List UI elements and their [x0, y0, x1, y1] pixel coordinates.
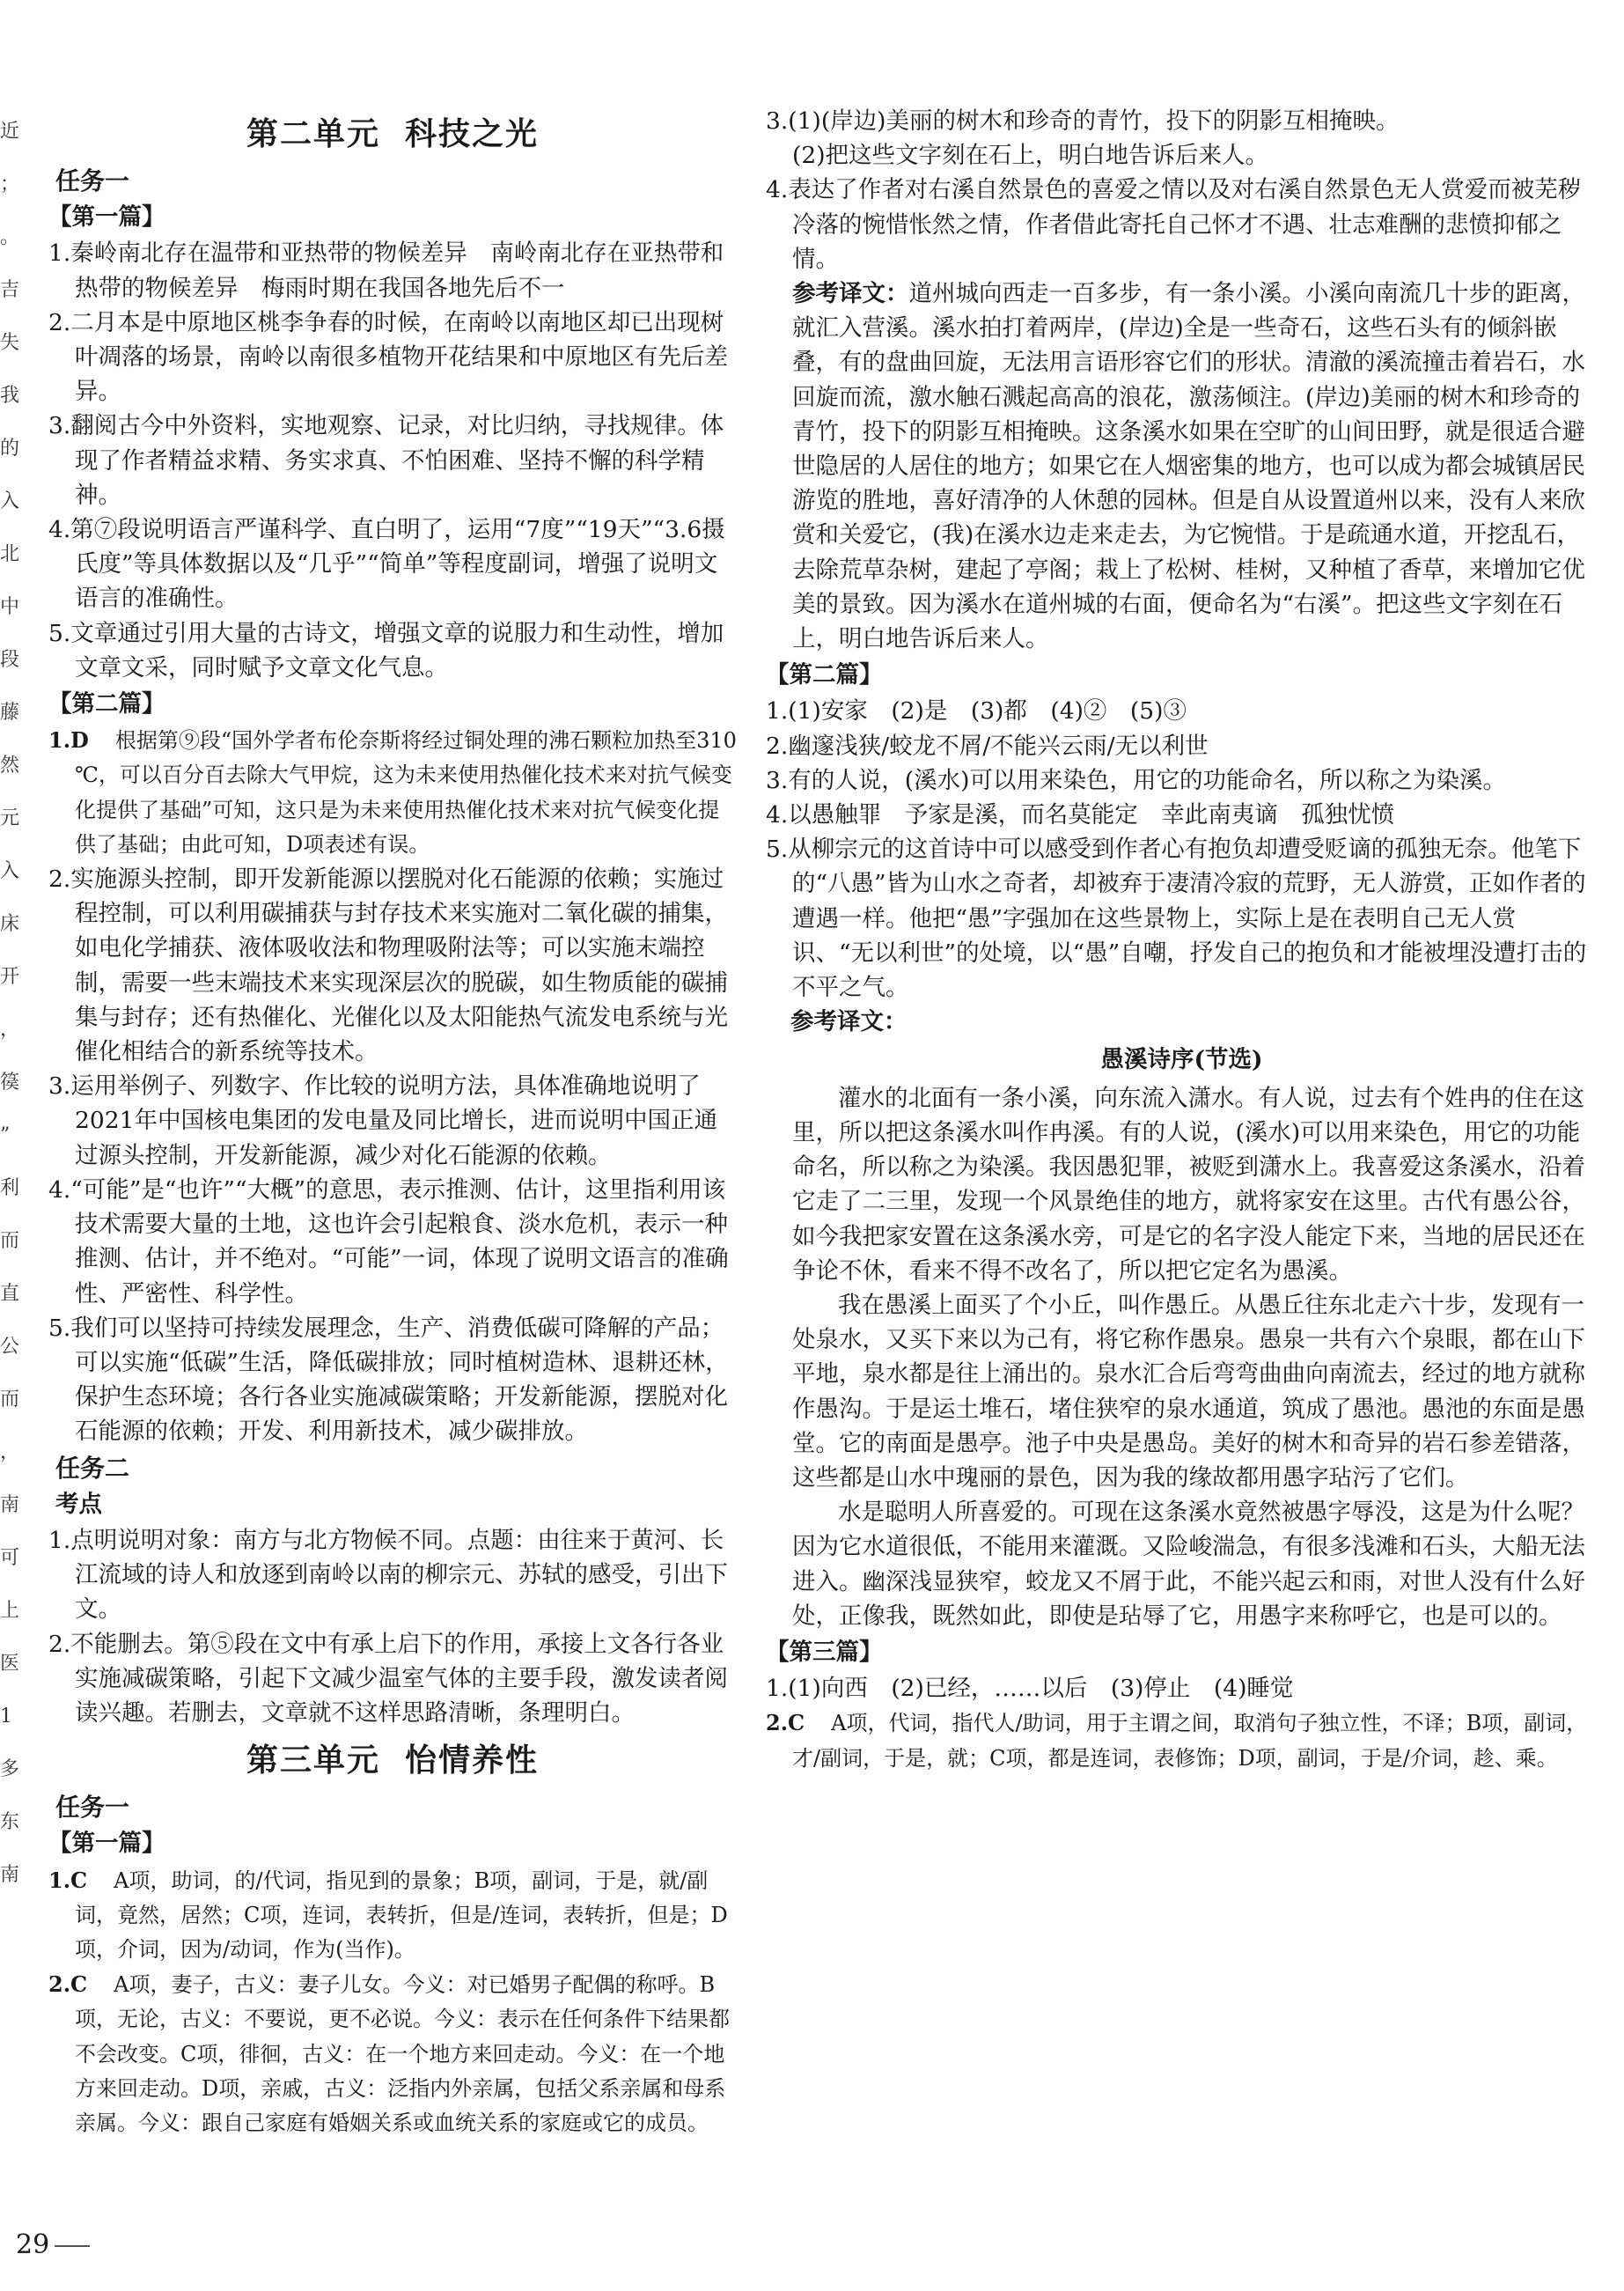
edge-char: 利 — [0, 1177, 20, 1199]
edge-char: 上 — [0, 1600, 20, 1622]
edge-char: 我 — [0, 385, 20, 407]
edge-char: 公 — [0, 1336, 20, 1358]
answer-item: (2)把这些文字刻在石上，明白地告诉后来人。 — [792, 142, 1269, 170]
edge-char: 开 — [0, 966, 20, 988]
edge-char: ， — [0, 1441, 20, 1463]
answer-item: 2.不能删去。第⑤段在文中有承上启下的作用，承接上文各行各业实施减碳策略，引起下文减少温室气体的主要手段，激发读者阅读兴趣。若删去，文章就不这样思路清晰，条理明白。 — [48, 1630, 728, 1727]
edge-char: 吉 — [0, 279, 20, 301]
section-heading: 【第二篇】 — [766, 661, 883, 689]
edge-char: ， — [0, 1019, 20, 1041]
answer-item: 3.运用举例子、列数字、作比较的说明方法，具体准确地说明了2021年中国核电集团的发电量及同比增长，进而说明中国正通过源头控制，开发新能源，减少对化石能源的依赖。 — [48, 1072, 717, 1169]
answer-item: 1.点明说明对象：南方与北方物候不同。点题：由往来于黄河、长江流域的诗人和放逐到南岭以南的柳宗元、苏轼的感受，引出下文。 — [48, 1526, 728, 1624]
edge-char: 中 — [0, 596, 20, 618]
answer-item: 5.文章通过引用大量的古诗文，增强文章的说服力和生动性，增加文章文采，同时赋予文章文化气息。 — [48, 619, 724, 681]
answer-item: 4.“可能”是“也许”“大概”的意思，表示推测、估计，这里指利用该技术需要大量的土地，这也许会引起粮食、淡水危机，表示一种推测、估计，并不绝对。“可能”一词，体现了说明文语言的准确性、严密性、科学性。 — [48, 1175, 729, 1308]
unit-title-2: 第二单元 科技之光 — [246, 115, 540, 152]
edge-char: 入 — [0, 490, 20, 512]
edge-char: 南 — [0, 1864, 20, 1886]
edge-char: 1 — [0, 1705, 12, 1727]
translation-paragraph: 水是聪明人所喜爱的。可现在这条溪水竟然被愚字辱没，这是为什么呢？因为它水道很低，不能用来灌溉。又险峻湍急，有很多浅滩和石头，大船无法进入。幽深浅显狭窄，蛟龙又不屑于此，不能兴起云和雨，对世人没有什么好处，正像我，既然如此，即使是玷辱了它，用愚字来称呼它，也是可以的。 — [792, 1499, 1585, 1630]
edge-char: 藤 — [0, 702, 20, 724]
section-heading: 【第三篇】 — [766, 1638, 883, 1666]
edge-char: 可 — [0, 1547, 20, 1569]
task-heading: 任务一 — [55, 166, 130, 195]
answer-item: 4.以愚触罪 予家是溪，而名莫能定 幸此南夷谪 孤独忧愤 — [766, 801, 1395, 829]
answer-item: 3.有的人说，(溪水)可以用来染色，用它的功能命名，所以称之为染溪。 — [766, 766, 1506, 794]
edge-char: 入 — [0, 860, 20, 882]
answer-item: 1.(1)安家 (2)是 (3)都 (4)② (5)③ — [766, 697, 1187, 726]
edge-char: 北 — [0, 543, 20, 565]
edge-char: 而 — [0, 1230, 20, 1252]
edge-char: 医 — [0, 1653, 20, 1675]
translation-paragraph: 我在愚溪上面买了个小丘，叫作愚丘。从愚丘往东北走六十步，发现有一处泉水，又买下来以为己有，将它称作愚泉。愚泉一共有六个泉眼，都在山下平地，泉水都是往上涌出的。泉水汇合后弯弯曲曲向南流去，经过的地方就称作愚沟。于是运土堆石，堵住狭窄的泉水通道，筑成了愚池。愚池的东面是愚堂。它的南面是愚亭。池子中央是愚岛。美好的树木和奇异的岩石参差错落，这些都是山水中瑰丽的景色，因为我的缘故都用愚字玷污了它们。 — [792, 1291, 1585, 1492]
translation-label: 参考译文： — [790, 1008, 908, 1036]
answer-item: 4.表达了作者对右溪自然景色的喜爱之情以及对右溪自然景色无人赏爱而被芜秽冷落的惋惜怅然之情，作者借此寄托自己怀才不遇、壮志难酬的悲愤抑郁之情。 — [766, 176, 1582, 273]
edge-char: 南 — [0, 1494, 20, 1516]
edge-char: 床 — [0, 913, 20, 935]
answer-item: 2.C A项，代词，指代人/助词，用于主谓之间，取消句子独立性，不译；B项，副词，才/副词，于是，就；C项，都是连词，表修饰；D项，副词，于是/介词，趁、乘。 — [766, 1710, 1588, 1771]
answer-item: 2.幽邃浅狭/蛟龙不屑/不能兴云雨/无以利世 — [766, 732, 1209, 760]
edge-char: 然 — [0, 755, 20, 777]
edge-char: 直 — [0, 1283, 20, 1305]
answer-item: 1.(1)向西 (2)已经，……以后 (3)停止 (4)睡觉 — [766, 1675, 1294, 1703]
section-heading: 【第一篇】 — [48, 203, 165, 232]
edge-char: ； — [0, 173, 20, 195]
unit-title-3: 第三单元 怡情养性 — [246, 1742, 540, 1779]
right-column — [766, 104, 1598, 1776]
edge-char: 失 — [0, 332, 20, 354]
edge-char: 而 — [0, 1389, 20, 1411]
edge-char: 多 — [0, 1758, 20, 1780]
edge-char: 篌 — [0, 1072, 20, 1094]
section-heading: 考点 — [55, 1490, 102, 1518]
answer-item: 4.第⑦段说明语言严谨科学、直白明了，运用“7度”“19天”“3.6摄氏度”等具体数据以及“几乎”“简单”等程度副词，增强了说明文语言的准确性。 — [48, 516, 725, 613]
task-heading: 任务一 — [55, 1793, 130, 1823]
translation-paragraph: 灌水的北面有一条小溪，向东流入潇水。有人说，过去有个姓冉的住在这里，所以把这条溪水叫作冉溪。有的人说，(溪水)可以用来染色，用它的功能命名，所以称之为染溪。我因愚犯罪，被贬到潇水上。我喜爱这条溪水，沿着它走了二三里，发现一个风景绝佳的地方，就将家安在这里。古代有愚公谷，如今我把家安置在这条溪水旁，可是它的名字没人能定下来，当地的居民还在争论不休，看来不得不改名了，所以把它定名为愚溪。 — [792, 1084, 1585, 1285]
answer-item: 5.从柳宗元的这首诗中可以感受到作者心有抱负却遭受贬谪的孤独无奈。他笔下的“八愚”皆为山水之奇者，却被弃于凄清冷寂的荒野，无人游赏，正如作者的遭遇一样。他把“愚”字强加在这些景物上，实际上是在表明自己无人赏识、“无以利世”的处境，以“愚”自嘲，抒发自己的抱负和才能被埋没遭打击的不平之气。 — [766, 836, 1587, 1002]
task-heading: 任务二 — [55, 1453, 130, 1483]
answer-item: 1.秦岭南北存在温带和亚热带的物候差异 南岭南北存在亚热带和热带的物候差异 梅雨时期在我国各地先后不一 — [48, 239, 724, 302]
answer-item: 2.二月本是中原地区桃李争春的时候，在南岭以南地区却已出现树叶凋落的场景，南岭以南很多植物开花结果和中原地区有先后差异。 — [48, 308, 728, 406]
page-number-rule — [55, 2245, 90, 2247]
edge-char: 近 — [0, 121, 20, 143]
section-heading: 【第二篇】 — [48, 690, 165, 718]
answer-item: 2.C A项，妻子，古义：妻子儿女。今义：对已婚男子配偶的称呼。B项，无论，古义：不要说，更不必说。今义：表示在任何条件下结果都不会改变。C项，徘徊，古义：在一个地方来回走动。今义：在一个地方来回走动。D项，亲戚，古义：泛指内外亲属，包括父系亲属和母系亲属。今义：跟自己家庭有婚姻关系或血统关系的家庭或它的成员。 — [48, 1971, 730, 2135]
previous-page-edge — [0, 106, 23, 1902]
answer-item: 1.D 根据第⑨段“国外学者布伦奈斯将经过铜处理的沸石颗粒加热至310 ℃，可以百分百去除大气甲烷，这为未来使用热催化技术来对抗气候变化提供了基础”可知，这只是为未来使用热催化技术来对抗气候变化提供了基础；由此可知，D项表述有误。 — [48, 727, 737, 857]
section-heading: 【第一篇】 — [48, 1830, 165, 1858]
answer-item: 3.(1)(岸边)美丽的树木和珍奇的青竹，投下的阴影互相掩映。 — [766, 107, 1400, 135]
reference-translation: 参考译文：道州城向西走一百多步，有一条小溪。小溪向南流几十步的距离，就汇入营溪。溪水拍打着两岸，(岸边)全是一些奇石，这些石头有的倾斜嵌叠，有的盘曲回旋，无法用言语形容它们的形状。清澈的溪流撞击着岩石，水回旋而流，激水触石溅起高高的浪花，激荡倾注。(岸边)美丽的树木和珍奇的青竹，投下的阴影互相掩映。这条溪水如果在空旷的山间田野，就是很适合避世隐居的人居住的地方；如果它在人烟密集的地方，也可以成为都会城镇居民游览的胜地，喜好清净的人休憩的园林。但是自从设置道州以来，没有人来欣赏和关爱它，(我)在溪水边走来走去，为它惋惜。于是疏通水道，开挖乱石，去除荒草杂树，建起了亭阁；栽上了松树、桂树，又种植了香草，来增加它优美的景致。因为溪水在道州城的右面，便命名为“右溪”。把这些文字刻在石上，明白地告诉后来人。 — [792, 280, 1585, 653]
edge-char: ” — [0, 1124, 11, 1146]
answer-item: 5.我们可以坚持可持续发展理念，生产、消费低碳可降解的产品；可以实施“低碳”生活，降低碳排放；同时植树造林、退耕还林，保护生态环境；各行各业实施减碳策略；开发新能源，摆脱对化石能源的依赖；开发、利用新技术，减少碳排放。 — [48, 1314, 729, 1446]
edge-char: 东 — [0, 1811, 20, 1833]
edge-char: 的 — [0, 438, 20, 460]
answer-item: 1.C A项，助词，的/代词，指见到的景象；B项，副词，于是，就/副词，竟然，居然；C项，连词，表转折，但是/连词，表转折，但是；D项，介词，因为/动词，作为(当作)。 — [48, 1867, 728, 1962]
answer-item: 2.实施源头控制，即开发新能源以摆脱对化石能源的依赖；实施过程控制，可以利用碳捕获与封存技术来实施对二氧化碳的捕集，如电化学捕获、液体吸收法和物理吸附法等；可以实施末端控制，需要一些末端技术来实现深层次的脱碳，如生物质能的碳捕集与封存；还有热催化、光催化以及太阳能热气流发电系统与光催化相结合的新系统等技术。 — [48, 866, 728, 1066]
edge-char: 元 — [0, 807, 20, 829]
translation-title: 愚溪诗序(节选) — [1100, 1046, 1263, 1074]
answer-item: 3.翻阅古今中外资料，实地观察、记录，对比归纳，寻找规律。体现了作者精益求精、务实求真、不怕困难、坚持不懈的科学精神。 — [48, 412, 724, 509]
edge-char: 段 — [0, 649, 20, 671]
left-column — [48, 104, 737, 2140]
edge-char: 。 — [0, 226, 20, 248]
page-number: 29 — [16, 2229, 50, 2260]
